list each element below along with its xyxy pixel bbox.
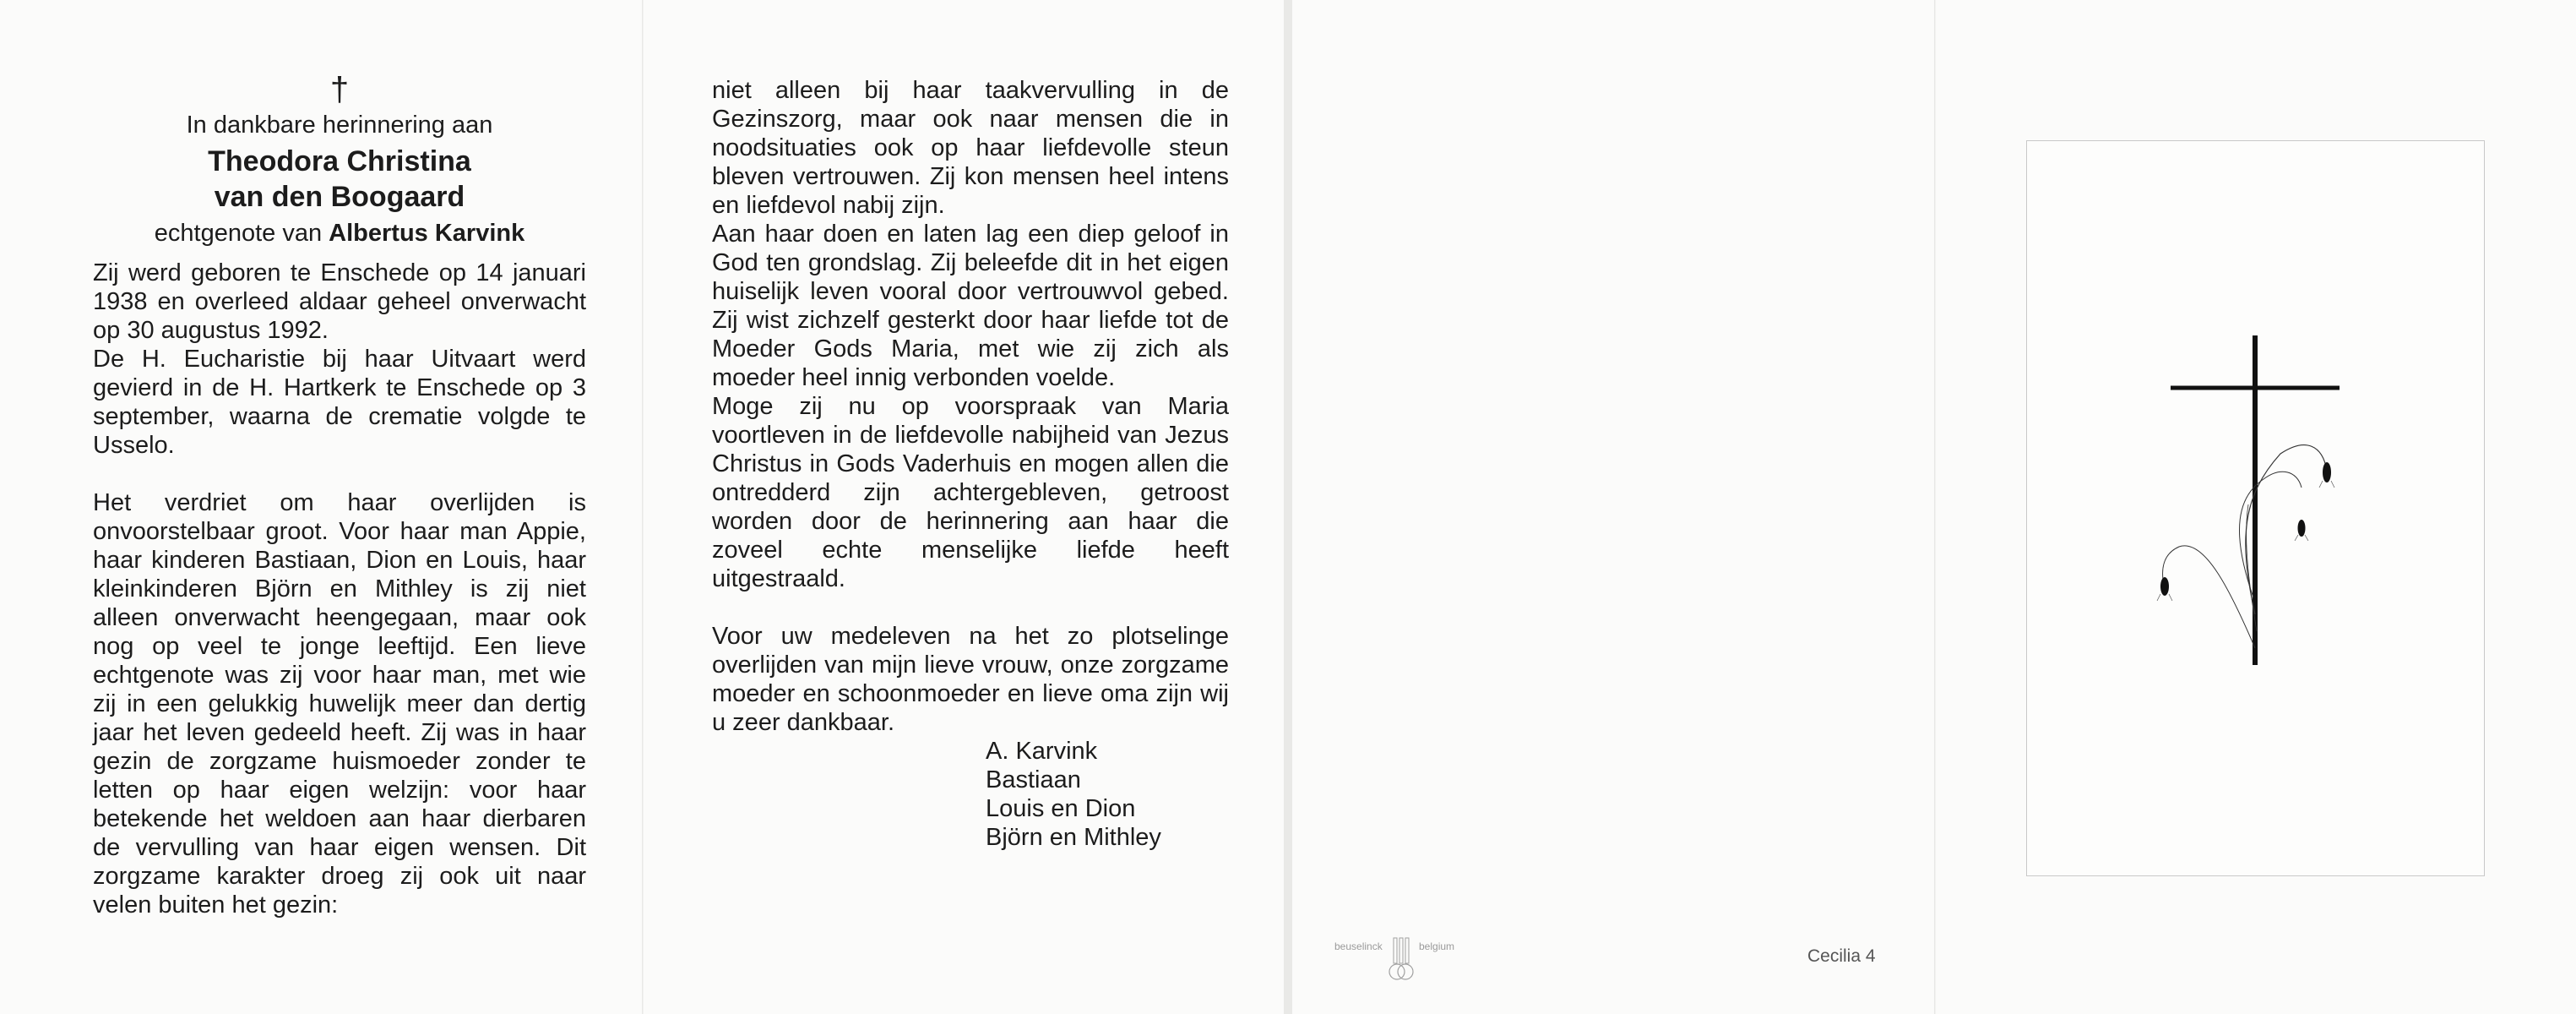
inner-spread bbox=[0, 0, 1284, 1014]
signatories bbox=[986, 737, 1229, 852]
tribute-paragraph: Het verdriet om haar overlijden is onvoorstelbaar groot. Voor haar man Appie, haar kinderen Bastiaan, Dion en Louis, haar kleinkinderen Björn en Mithley is zij niet alleen onverwacht heengegaan, maar ook nog op veel te jonge leeftijd. Een lieve echtgenote was zij voor haar man, met wie zij in een gelukkig huwelijk meer dan dertig jaar het leven gedeeld heeft. Zij was in haar gezin de zorgzame huismoeder zonder te letten op haar eigen welzijn: voor haar betekende het weldoen aan haar dierbaren de vervulling van haar eigen wensen. Dit zorgzame karakter droeg zij ook uit naar velen buiten het gezin: bbox=[93, 489, 586, 919]
funeral-paragraph: De H. Eucharistie bij haar Uitvaart werd gevierd in de H. Hartkerk te Enschede op 3 september, waarna de crematie volgde te Usselo. bbox=[93, 346, 586, 459]
prayer-paragraph: Moge zij nu op voorspraak van Maria voortleven in de liefdevolle nabijheid van Jezus Christus in Gods Vaderhuis en mogen allen die ontredderd zijn achtergebleven, getroost worden door de herinnering aan haar die zoveel echte menselijke liefde heeft uitgestraald. bbox=[712, 393, 1229, 592]
signatory: A. Karvink bbox=[986, 738, 1098, 765]
left-text-column bbox=[93, 0, 586, 919]
right-text-column bbox=[712, 0, 1229, 852]
deceased-name: Theodora Christina van den Boogaard bbox=[208, 145, 471, 213]
intro-line: In dankbare herinnering aan bbox=[186, 112, 493, 139]
signatory: Louis en Dion bbox=[986, 795, 1136, 822]
fold-line bbox=[642, 0, 644, 1014]
spouse-prefix: echtgenote van bbox=[154, 220, 323, 247]
spouse-line bbox=[93, 216, 586, 250]
cross-with-flowers-icon bbox=[2027, 141, 2484, 875]
birth-death-paragraph: Zij werd geboren te Enschede op 14 januari 1938 en overleed aldaar geheel onverwacht op 30 augustus 1992. bbox=[93, 259, 586, 344]
fold-line bbox=[1934, 0, 1936, 1014]
thanks-paragraph: Voor uw medeleven na het zo plotselinge overlijden van mijn lieve vrouw, onze zorgzame moeder en schoonmoeder en lieve oma zijn wij u zeer dankbaar. bbox=[712, 623, 1229, 736]
cross-symbol: † bbox=[329, 71, 350, 108]
publisher-country: belgium bbox=[1419, 940, 1455, 952]
outer-spread bbox=[1292, 0, 2576, 1014]
card-code: Cecilia 4 bbox=[1807, 946, 1876, 966]
spouse-name: Albertus Karvink bbox=[329, 220, 525, 247]
care-paragraph: niet alleen bij haar taakvervulling in de Gezinszorg, maar ook naar mensen die in noodsituaties ook op haar liefdevolle steun bleven vertrouwen. Zij kon mensen heel intens en liefdevol nabij zijn. bbox=[712, 77, 1229, 219]
cover-image-frame bbox=[2026, 140, 2485, 876]
signatory: Bastiaan bbox=[986, 766, 1081, 793]
signatory: Björn en Mithley bbox=[986, 824, 1161, 851]
publisher-emblem-icon bbox=[1387, 936, 1416, 984]
faith-paragraph: Aan haar doen en laten lag een diep geloof in God ten grondslag. Zij beleefde dit in het eigen huiselijk leven vooral door vertrouwvol gebed. Zij wist zichzelf gesterkt door haar liefde tot de Moeder Gods Maria, met wie zij zich als moeder heel innig verbonden voelde. bbox=[712, 221, 1229, 391]
publisher-logo bbox=[1334, 936, 1461, 987]
publisher-name: beuselinck bbox=[1334, 940, 1383, 952]
